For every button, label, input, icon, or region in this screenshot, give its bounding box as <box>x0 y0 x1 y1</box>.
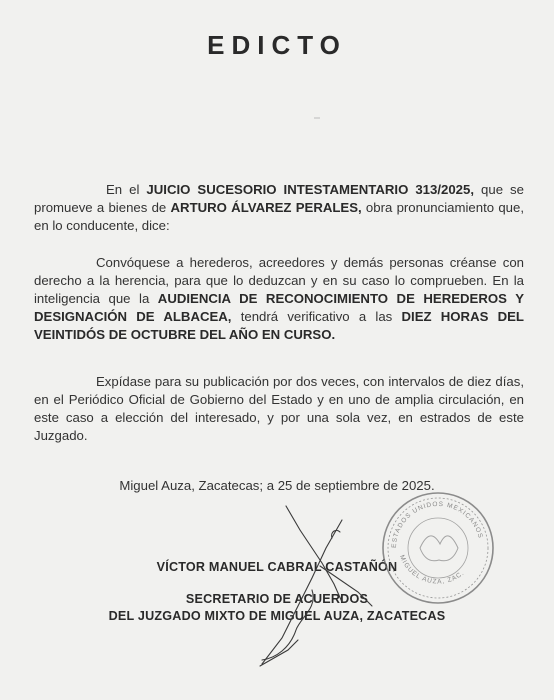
hearing-date: DIEZ HORAS DEL VEINTIDÓS DE OCTUBRE DEL AÑO EN CURSO. <box>34 309 524 342</box>
official-seal <box>383 493 493 603</box>
handwritten-signature <box>260 506 372 666</box>
deceased-name: ARTURO ÁLVAREZ PERALES, <box>170 200 362 215</box>
seal-text-bottom: MIGUEL AUZA, ZAC. <box>398 554 466 586</box>
publication-paragraph: Expídase para su publicación por dos veces, con intervalos de diez días, en el Periódico Oficial de Gobierno del Estado y en uno de amplia circulación, en este caso a elección del interesado, y por una sola vez, en estrados de este Juzgado. <box>34 374 524 443</box>
place-date-line: Miguel Auza, Zacatecas; a 25 de septiembre de 2025. <box>119 478 435 493</box>
case-number: JUICIO SUCESORIO INTESTAMENTARIO 313/2025, <box>146 182 475 197</box>
intro-paragraph: En el JUICIO SUCESORIO INTESTAMENTARIO 313/2025, que se promueve a bienes de ARTURO ÁLVAREZ PERALES, obra pronunciamiento que, en lo conducente, dice: <box>34 182 524 233</box>
summons-paragraph: Convóquese a herederos, acreedores y demás personas créanse con derecho a la herencia, para que lo deduzcan y en su caso lo comprueben. En la inteligencia que la AUDIENCIA DE RECONOCIMIENTO DE HEREDEROS Y DESIGNACIÓN DE ALBACEA, tendrá verificativo a las DIEZ HORAS DEL VEINTIDÓS DE OCTUBRE DEL AÑO EN CURSO. <box>34 255 524 342</box>
document-title: EDICTO <box>207 30 347 60</box>
signer-court: DEL JUZGADO MIXTO DE MIGUEL AUZA, ZACATECAS <box>108 609 446 623</box>
signer-role: SECRETARIO DE ACUERDOS <box>185 592 369 606</box>
hearing-name: AUDIENCIA DE RECONOCIMIENTO DE HEREDEROS Y DESIGNACIÓN DE ALBACEA, <box>34 291 524 324</box>
seal-text-top: ESTADOS UNIDOS MEXICANOS <box>390 500 484 549</box>
signer-name: VÍCTOR MANUEL CABRAL CASTAÑÓN <box>156 560 398 574</box>
svg-text:ESTADOS UNIDOS MEXICANOS <box>391 501 484 548</box>
